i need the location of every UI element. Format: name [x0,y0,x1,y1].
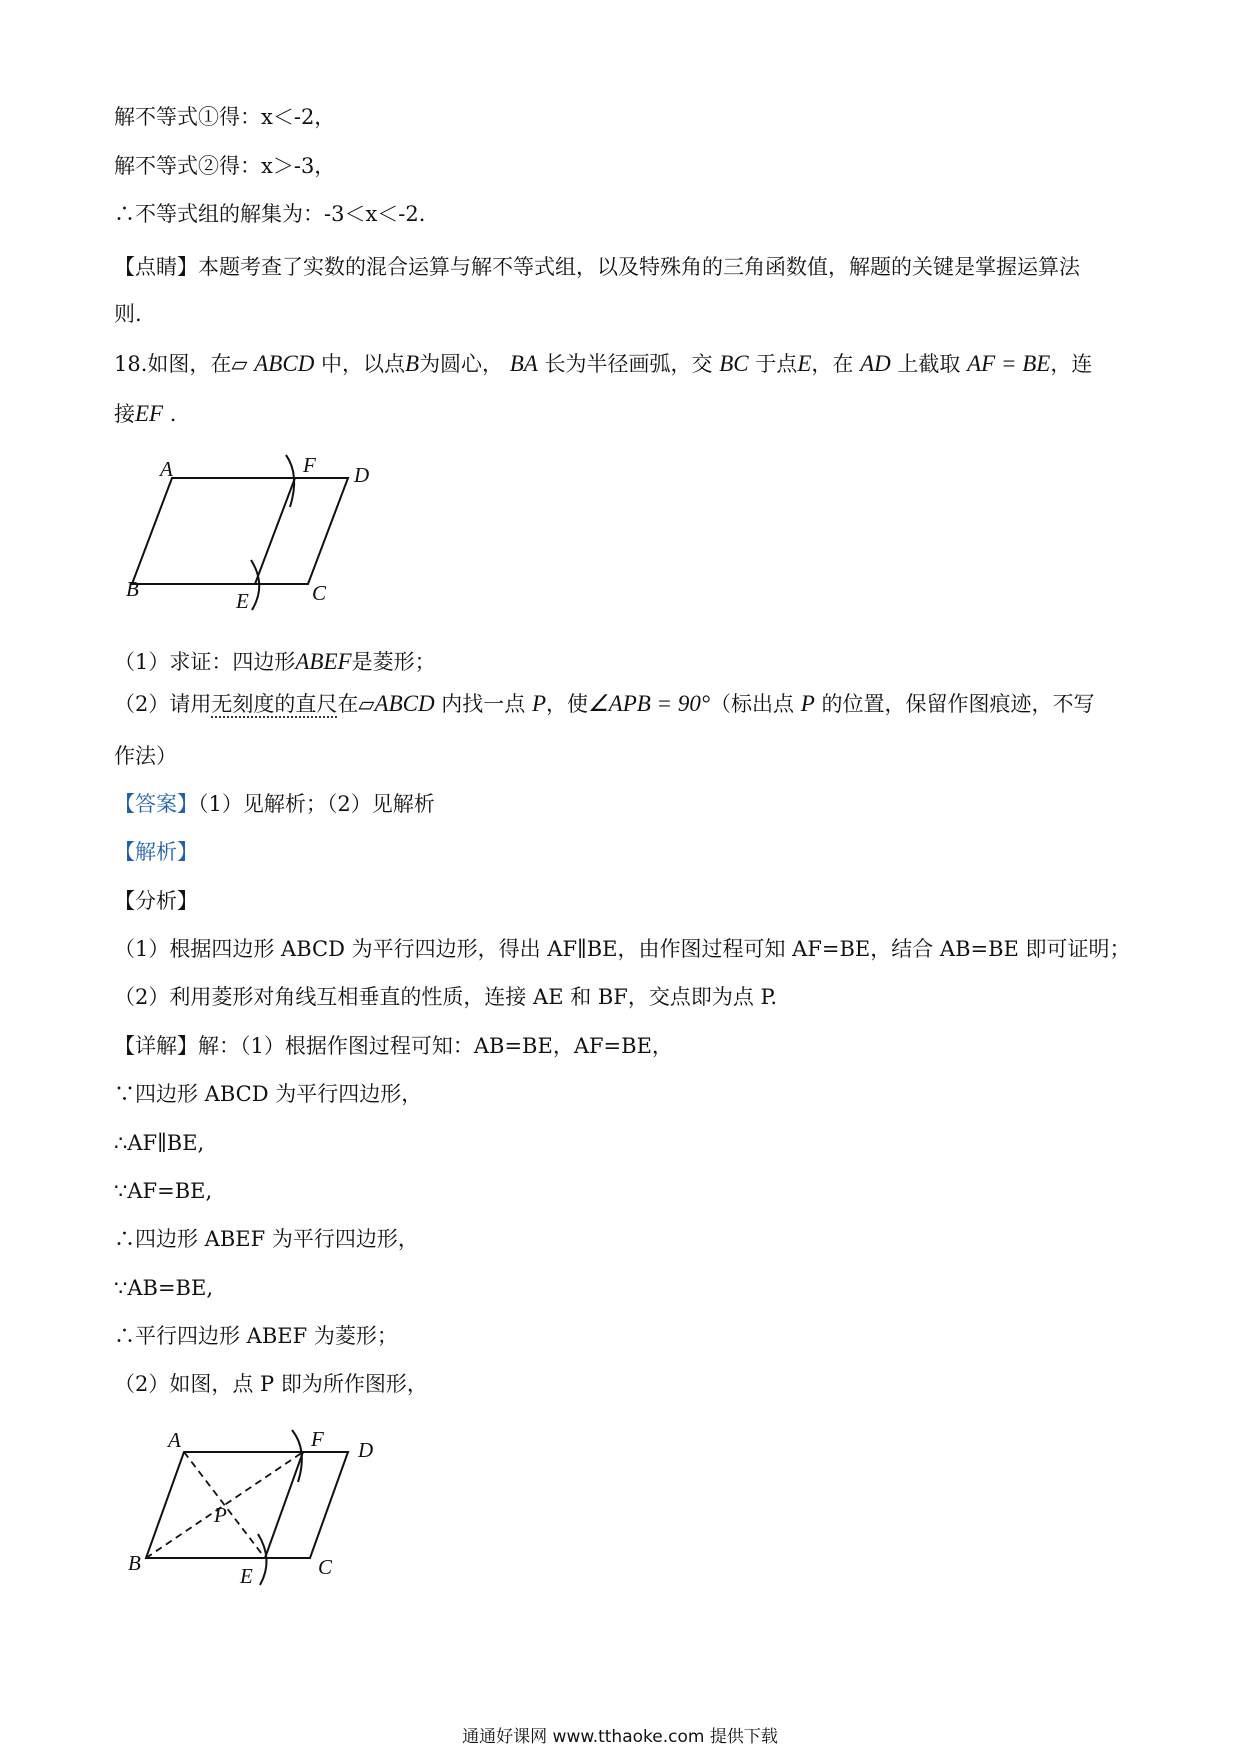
q-text: 接 [114,402,135,426]
q-text: 内找一点 [441,692,526,716]
math-abcd: ABCD [254,351,315,376]
analysis-1: （1）根据四边形 ABCD 为平行四边形，得出 AF∥BE，由作图过程可知 AF=BE，结合 AB=BE 即可证明； [114,937,1131,961]
label-d: D [354,463,370,487]
label-c: C [318,1555,333,1579]
detail-1: 【详解】解：（1）根据作图过程可知：AB=BE，AF=BE， [114,1034,673,1058]
math-ad: AD [860,351,891,376]
math-abcd: ABCD [374,691,435,716]
q-text: 于点 [755,352,798,376]
q-text: 是菱形； [351,650,436,674]
detail-6: ∵AB=BE, [114,1276,213,1300]
q-text: （1）求证：四边形 [114,650,296,674]
math-b: B [405,351,420,376]
label-a: A [160,457,173,481]
q-text: ，使 [546,692,589,716]
math-ef: EF [135,401,164,426]
math-p: P [800,691,815,716]
analysis-label: 【解析】 [114,840,198,864]
q-text: （2）请用 [114,692,212,716]
q-text: 为圆心， [419,352,504,376]
q-text: ，在 [811,352,854,376]
q-text: 的位置，保留作图痕迹，不写 [821,692,1095,716]
math-af-be: AF = BE [967,351,1051,376]
text-line: ∴不等式组的解集为：-3＜x＜-2. [114,202,426,226]
label-p: P [214,1503,227,1527]
math-e: E [797,351,812,376]
text-line: 解不等式②得：x＞-3， [114,154,336,178]
label-f: F [303,453,316,477]
q-text: 上截取 [897,352,961,376]
detail-8: （2）如图，点 P 即为所作图形， [114,1372,428,1396]
text-line: 则. [114,302,142,326]
analysis-2: （2）利用菱形对角线互相垂直的性质，连接 AE 和 BF，交点即为点 P. [114,985,778,1009]
math-p: P [531,691,547,716]
q-text: 长为半径画弧，交 [544,352,713,376]
q-text: （标出点 [710,692,795,716]
detail-4: ∵AF=BE, [114,1179,213,1203]
q-text: 18.如图，在 [114,352,232,376]
footer: 通通好课网 www.tthaoke.com 提供下载 [462,1727,778,1747]
comment-line: 【点睛】本题考查了实数的混合运算与解不等式组，以及特殊角的三角函数值，解题的关键是掌握运算法 [114,255,1080,279]
label-b: B [126,577,139,601]
detail-5: ∴四边形 ABEF 为平行四边形， [114,1227,419,1251]
label-d: D [358,1438,374,1462]
emphasis-ruler: 无刻度的直尺 [211,692,338,716]
label-b: B [128,1551,141,1575]
math-abef: ABEF [295,649,352,674]
q-text: ，连 [1050,352,1093,376]
math-bc: BC [719,351,749,376]
q-text: 在 [337,692,359,716]
answer-text: （1）见解析；（2）见解析 [198,792,435,816]
label-c: C [312,581,327,605]
q-text: 中，以点 [321,352,405,376]
text-line: 解不等式①得：x＜-2， [114,105,336,129]
label-e: E [240,1564,253,1588]
parallelogram-symbol: ▱ [231,352,248,376]
detail-3: ∴AF∥BE, [114,1131,205,1155]
detail-7: ∴平行四边形 ABEF 为菱形； [114,1324,398,1348]
parallelogram-symbol: ▱ [358,692,375,716]
fenxi-label: 【分析】 [114,889,198,913]
subquestion-2-cont: 作法） [114,744,177,768]
label-e: E [236,589,249,613]
q-text: . [169,402,177,426]
math-ba: BA [509,351,538,376]
answer-label: 【答案】 [114,792,198,816]
detail-2: ∵四边形 ABCD 为平行四边形， [114,1082,423,1106]
math-angle: ∠APB = 90° [588,691,711,716]
label-f: F [311,1427,324,1451]
label-a: A [168,1428,181,1452]
